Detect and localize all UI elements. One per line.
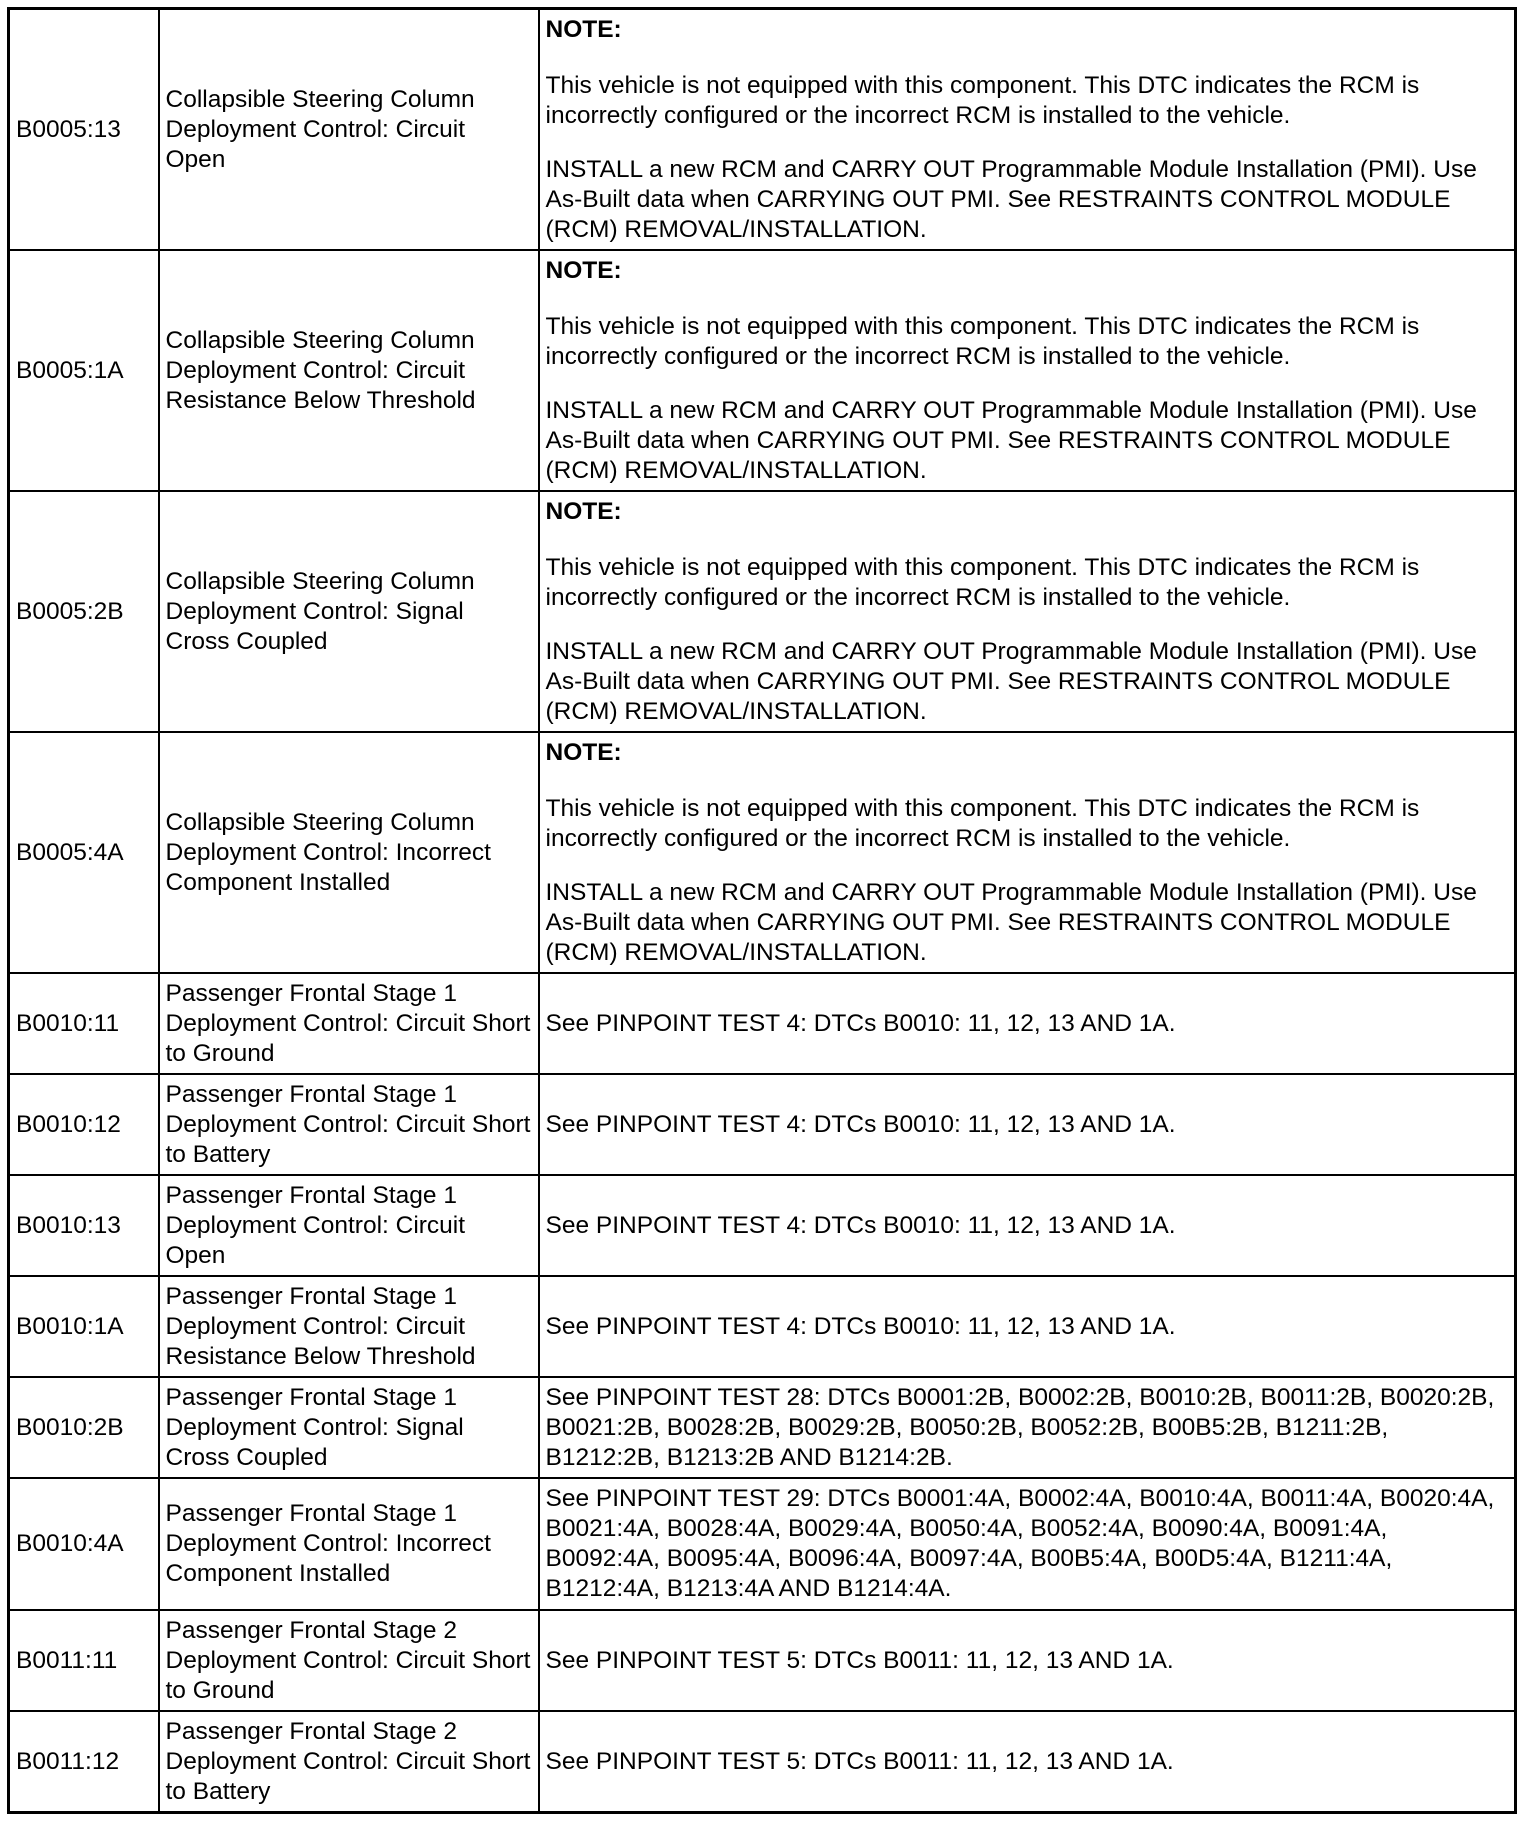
dtc-description: Collapsible Steering Column Deployment Control: Circuit Open [159,9,539,251]
dtc-description: Passenger Frontal Stage 1 Deployment Control: Circuit Short to Battery [159,1074,539,1175]
dtc-description: Passenger Frontal Stage 2 Deployment Control: Circuit Short to Ground [159,1610,539,1711]
dtc-action: See PINPOINT TEST 4: DTCs B0010: 11, 12, 13 AND 1A. [539,973,1516,1074]
table-row [9,1610,1516,1711]
table-row [9,732,1516,973]
dtc-action: See PINPOINT TEST 28: DTCs B0001:2B, B0002:2B, B0010:2B, B0011:2B, B0020:2B, B0021:2B, B0028:2B, B0029:2B, B0050:2B, B0052:2B, B00B5:2B, B1211:2B, B1212:2B, B1213:2B AND B1214:2B. [539,1377,1516,1478]
dtc-code: B0010:1A [9,1276,159,1377]
dtc-description: Passenger Frontal Stage 1 Deployment Control: Signal Cross Coupled [159,1377,539,1478]
dtc-action: See PINPOINT TEST 4: DTCs B0010: 11, 12, 13 AND 1A. [539,1074,1516,1175]
dtc-code: B0010:12 [9,1074,159,1175]
dtc-action: See PINPOINT TEST 29: DTCs B0001:4A, B0002:4A, B0010:4A, B0011:4A, B0020:4A, B0021:4A, B0028:4A, B0029:4A, B0050:4A, B0052:4A, B0090:4A, B0091:4A, B0092:4A, B0095:4A, B0096:4A, B0097:4A, B00B5:4A, B00D5:4A, B1211:4A, B1212:4A, B1213:4A AND B1214:4A. [539,1478,1516,1610]
note-text: This vehicle is not equipped with this component. This DTC indicates the RCM is incorrectly configured or the incorrect RCM is installed to the vehicle. [545,553,1420,611]
action-text: INSTALL a new RCM and CARRY OUT Programmable Module Installation (PMI). Use As-Built data when CARRYING OUT PMI. See RESTRAINTS CONTROL MODULE (RCM) REMOVAL/INSTALLATION. [545,396,1477,484]
dtc-action [539,250,1516,491]
note-label: NOTE: [545,497,622,525]
dtc-table [7,7,1517,1814]
dtc-action: See PINPOINT TEST 5: DTCs B0011: 11, 12, 13 AND 1A. [539,1711,1516,1813]
table-row [9,1074,1516,1175]
action-text: INSTALL a new RCM and CARRY OUT Programmable Module Installation (PMI). Use As-Built data when CARRYING OUT PMI. See RESTRAINTS CONTROL MODULE (RCM) REMOVAL/INSTALLATION. [545,878,1477,966]
note-text: This vehicle is not equipped with this component. This DTC indicates the RCM is incorrectly configured or the incorrect RCM is installed to the vehicle. [545,794,1420,852]
dtc-code: B0005:4A [9,732,159,973]
dtc-description: Collapsible Steering Column Deployment Control: Signal Cross Coupled [159,491,539,732]
dtc-code: B0011:11 [9,1610,159,1711]
dtc-description: Passenger Frontal Stage 1 Deployment Control: Circuit Open [159,1175,539,1276]
dtc-code: B0005:2B [9,491,159,732]
dtc-code: B0010:13 [9,1175,159,1276]
dtc-action [539,491,1516,732]
table-row [9,1175,1516,1276]
dtc-code: B0010:4A [9,1478,159,1610]
table-row [9,1711,1516,1813]
table-row [9,1377,1516,1478]
dtc-description: Passenger Frontal Stage 1 Deployment Control: Incorrect Component Installed [159,1478,539,1610]
table-row [9,1478,1516,1610]
dtc-description: Passenger Frontal Stage 2 Deployment Control: Circuit Short to Battery [159,1711,539,1813]
table-row [9,973,1516,1074]
dtc-action: See PINPOINT TEST 5: DTCs B0011: 11, 12, 13 AND 1A. [539,1610,1516,1711]
dtc-code: B0005:1A [9,250,159,491]
dtc-description: Passenger Frontal Stage 1 Deployment Control: Circuit Resistance Below Threshold [159,1276,539,1377]
dtc-action: See PINPOINT TEST 4: DTCs B0010: 11, 12, 13 AND 1A. [539,1276,1516,1377]
dtc-action [539,9,1516,251]
table-row [9,1276,1516,1377]
dtc-code: B0005:13 [9,9,159,251]
dtc-action: See PINPOINT TEST 4: DTCs B0010: 11, 12, 13 AND 1A. [539,1175,1516,1276]
dtc-code: B0010:11 [9,973,159,1074]
dtc-description: Collapsible Steering Column Deployment Control: Incorrect Component Installed [159,732,539,973]
dtc-action [539,732,1516,973]
dtc-code: B0011:12 [9,1711,159,1813]
dtc-description: Passenger Frontal Stage 1 Deployment Control: Circuit Short to Ground [159,973,539,1074]
action-text: INSTALL a new RCM and CARRY OUT Programmable Module Installation (PMI). Use As-Built data when CARRYING OUT PMI. See RESTRAINTS CONTROL MODULE (RCM) REMOVAL/INSTALLATION. [545,637,1477,725]
dtc-code: B0010:2B [9,1377,159,1478]
action-text: INSTALL a new RCM and CARRY OUT Programmable Module Installation (PMI). Use As-Built data when CARRYING OUT PMI. See RESTRAINTS CONTROL MODULE (RCM) REMOVAL/INSTALLATION. [545,155,1477,243]
note-label: NOTE: [545,256,622,284]
note-text: This vehicle is not equipped with this component. This DTC indicates the RCM is incorrectly configured or the incorrect RCM is installed to the vehicle. [545,71,1420,129]
note-label: NOTE: [545,738,622,766]
note-label: NOTE: [545,15,622,43]
table-row [9,250,1516,491]
table-row [9,491,1516,732]
dtc-description: Collapsible Steering Column Deployment Control: Circuit Resistance Below Threshold [159,250,539,491]
note-text: This vehicle is not equipped with this component. This DTC indicates the RCM is incorrectly configured or the incorrect RCM is installed to the vehicle. [545,312,1420,370]
table-row [9,9,1516,251]
